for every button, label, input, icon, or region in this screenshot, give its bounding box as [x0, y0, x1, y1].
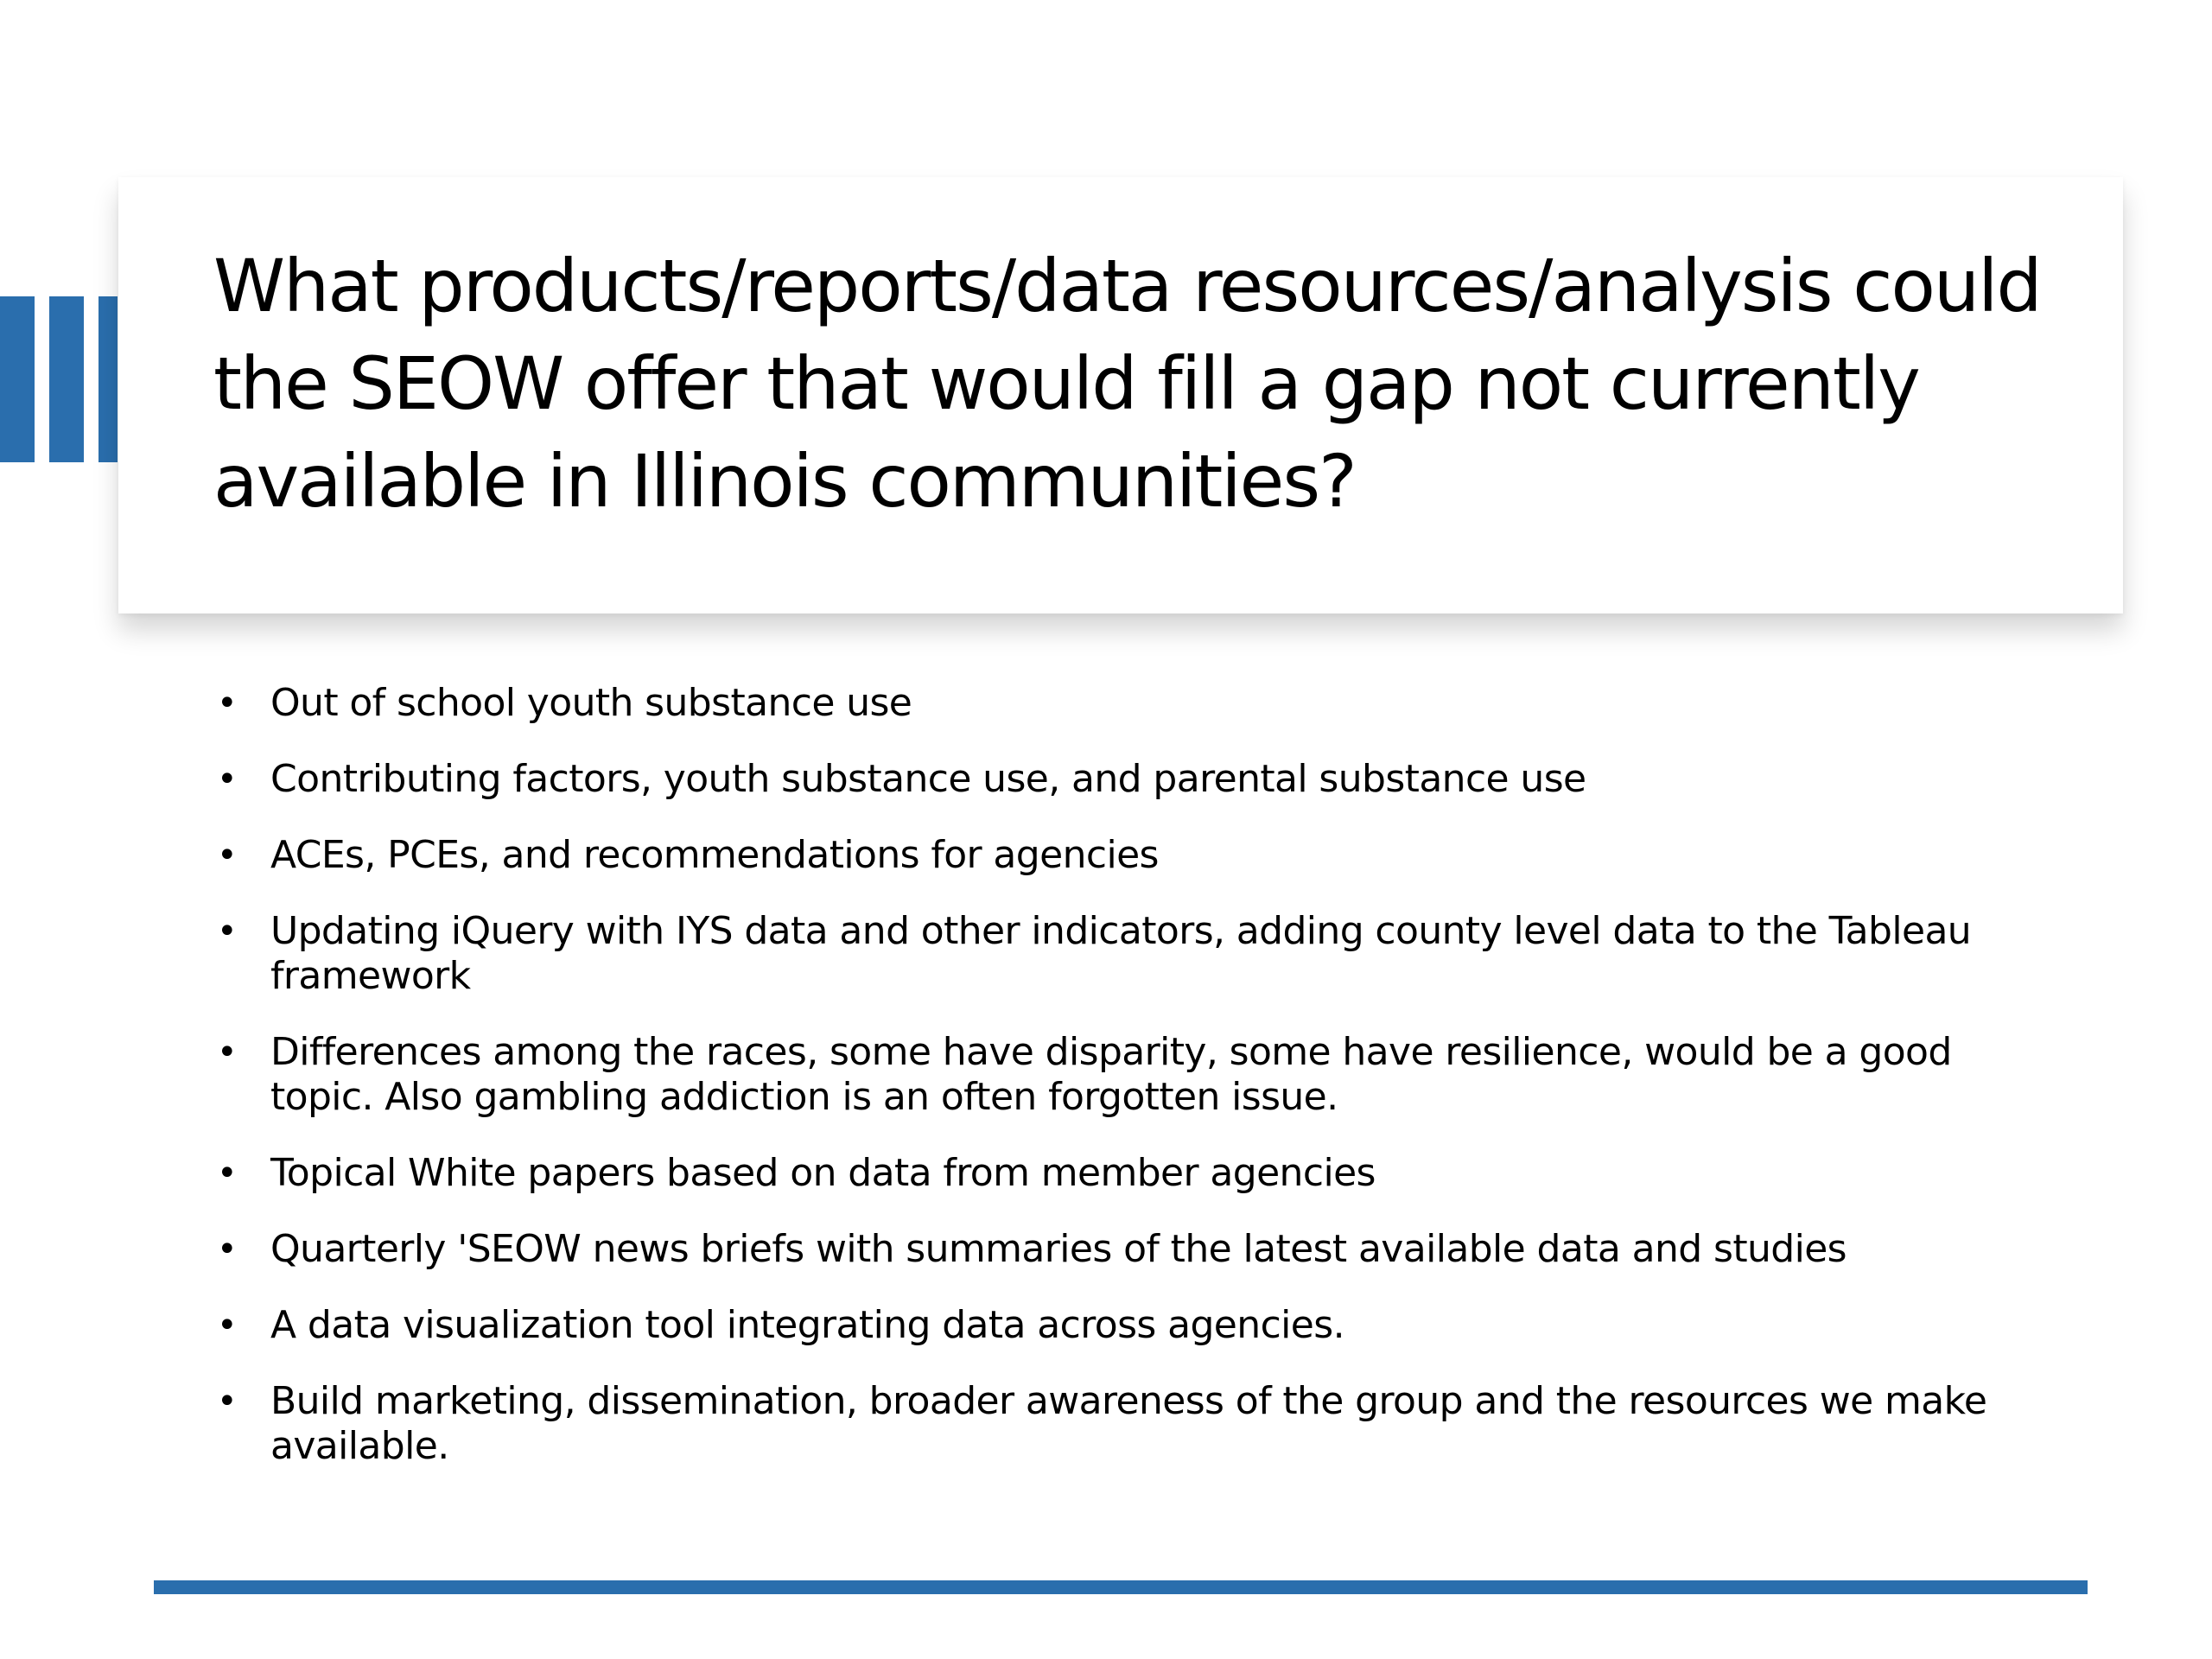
accent-bar [49, 296, 84, 462]
bottom-divider [154, 1580, 2088, 1594]
bullet-icon: • [217, 1230, 237, 1269]
bullet-icon: • [217, 1033, 237, 1072]
list-item [212, 833, 2035, 878]
list-item [212, 1151, 2035, 1196]
bullet-icon: • [217, 1306, 237, 1345]
list-item [212, 757, 2035, 802]
bullet-icon: • [217, 683, 237, 723]
accent-bars-decoration [0, 296, 121, 462]
bullet-icon: • [217, 912, 237, 951]
title-card [118, 177, 2123, 613]
bullet-icon: • [217, 760, 237, 799]
list-item-text: Out of school youth substance use [270, 681, 912, 725]
list-item [212, 1227, 2035, 1272]
bullet-list [212, 681, 2035, 1500]
bullet-icon: • [217, 1382, 237, 1421]
list-item-text: Differences among the races, some have disparity, some have resilience, would be a good topic. Also gambling addiction is an often forgotten issue. [270, 1030, 1952, 1119]
list-item [212, 681, 2035, 726]
list-item [212, 1303, 2035, 1348]
list-item [212, 1379, 2035, 1469]
list-item-text: Topical White papers based on data from member agencies [270, 1151, 1376, 1195]
list-item-text: Build marketing, dissemination, broader awareness of the group and the resources we make available. [270, 1379, 1987, 1468]
list-item [212, 909, 2035, 999]
slide-title: What products/reports/data resources/analysis could the SEOW offer that would fill a gap not currently available in Illinois communities? [213, 244, 2041, 524]
bullet-icon: • [217, 1154, 237, 1193]
list-item [212, 1030, 2035, 1120]
list-item-text: ACEs, PCEs, and recommendations for agencies [270, 833, 1159, 877]
accent-bar [0, 296, 35, 462]
list-item-text: Updating iQuery with IYS data and other indicators, adding county level data to the Tableau framework [270, 909, 1972, 998]
bullet-icon: • [217, 836, 237, 875]
list-item-text: Contributing factors, youth substance use, and parental substance use [270, 757, 1586, 801]
accent-bar [99, 296, 118, 462]
list-item-text: Quarterly 'SEOW news briefs with summaries of the latest available data and studies [270, 1227, 1847, 1271]
list-item-text: A data visualization tool integrating data across agencies. [270, 1303, 1344, 1347]
